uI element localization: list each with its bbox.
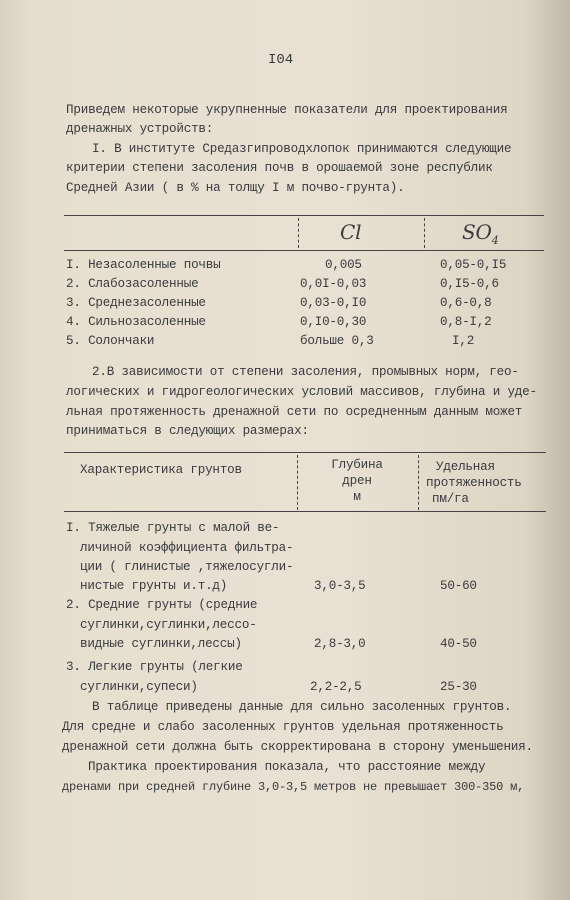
table2-top-rule	[64, 452, 546, 453]
table1-header-rule	[64, 250, 544, 251]
table2-header-depth: дрен	[342, 474, 372, 488]
table1-row-label: 4. Сильнозасоленные	[66, 315, 206, 329]
closing-line-3: дренажной сети должна быть скорректирована в сторону уменьшения.	[62, 740, 533, 754]
table2-row-length: 50-60	[440, 579, 477, 593]
table2-row-text: ции ( глинистые ,тяжелосугли-	[80, 560, 294, 574]
para2-line-3: льная протяженность дренажной сети по осредненным данным может	[66, 405, 523, 419]
table2-header-length-unit: пм/га	[432, 492, 469, 506]
table2-row-text: 2. Средние грунты (средние	[66, 598, 258, 612]
table2-row-text: суглинки,суглинки,лессо-	[80, 618, 257, 632]
table2-row-depth: 2,8-3,0	[314, 637, 366, 651]
table1-row-so4: 0,6-0,8	[440, 296, 492, 310]
para2-line-2: логических и гидрогеологических условий массивов, глубина и уде-	[66, 385, 537, 399]
table1-row-label: I. Незасоленные почвы	[66, 258, 221, 272]
table2-row-depth: 2,2-2,5	[310, 680, 362, 694]
intro-line-5: Средней Азии ( в % на толщу I м почво-грунта).	[66, 181, 405, 195]
table2-header-soil: Характеристика грунтов	[80, 463, 242, 477]
table2-row-text: видные суглинки,лессы)	[80, 637, 242, 651]
table1-row-cl: 0,005	[325, 258, 362, 272]
table2-header-depth-unit: м	[353, 490, 361, 504]
page-number: I04	[268, 52, 294, 68]
table2-row-text: I. Тяжелые грунты с малой ве-	[66, 521, 280, 535]
table1-top-rule	[64, 215, 544, 216]
closing-line-2: Для средне и слабо засоленных грунтов удельная протяженность	[62, 720, 504, 734]
intro-line-2: дренажных устройств:	[66, 122, 214, 136]
para2-line-4: приниматься в следующих размерах:	[66, 424, 309, 438]
table2-row-length: 40-50	[440, 637, 477, 651]
table2-row-text: личиной коэффициента фильтра-	[80, 541, 294, 555]
table2-row-text: суглинки,супеси)	[80, 680, 198, 694]
table1-row-label: 2. Слабозасоленные	[66, 277, 199, 291]
table1-row-so4: 0,I5-0,6	[440, 277, 499, 291]
table1-row-cl: больше 0,3	[300, 334, 374, 348]
table1-row-label: 5. Солончаки	[66, 334, 155, 348]
table2-header-rule	[64, 511, 546, 512]
table1-row-cl: 0,0I-0,03	[300, 277, 367, 291]
table2-header-length: протяженность	[426, 476, 522, 490]
para2-line-1: 2.В зависимости от степени засоления, промывных норм, гео-	[92, 365, 519, 379]
table1-row-so4: 0,05-0,I5	[440, 258, 507, 272]
closing-line-1: В таблице приведены данные для сильно засоленных грунтов.	[92, 700, 512, 714]
table2-header-length: Удельная	[436, 460, 495, 474]
table2-header-depth: Глубина	[331, 458, 383, 472]
intro-line-4: критерии степени засоления почв в орошаемой зоне республик	[66, 161, 493, 175]
table1-row-cl: 0,I0-0,30	[300, 315, 367, 329]
table2-row-depth: 3,0-3,5	[314, 579, 366, 593]
table1-row-so4: 0,8-I,2	[440, 315, 492, 329]
table1-header-so4: $SO_4$	[462, 220, 499, 247]
table1-row-label: 3. Среднезасоленные	[66, 296, 206, 310]
table2-row-text: 3. Легкие грунты (легкие	[66, 660, 243, 674]
table1-row-cl: 0,03-0,I0	[300, 296, 367, 310]
intro-line-3: I. В институте Средазгипроводхлопок принимаются следующие	[92, 142, 512, 156]
table2-row-text: нистые грунты и.т.д)	[80, 579, 228, 593]
table1-header-cl: Cl	[340, 220, 362, 244]
table1-col-divider-2	[424, 218, 425, 248]
closing-line-4: Практика проектирования показала, что расстояние между	[88, 760, 486, 774]
table2-col-divider-2	[418, 455, 419, 510]
table1-col-divider-1	[298, 218, 299, 248]
closing-line-5: дренами при средней глубине 3,0-3,5 метров не превышает 300-350 м,	[62, 780, 525, 794]
intro-line-1: Приведем некоторые укрупненные показатели для проектирования	[66, 103, 508, 117]
table1-row-so4: I,2	[452, 334, 475, 348]
table2-row-length: 25-30	[440, 680, 477, 694]
